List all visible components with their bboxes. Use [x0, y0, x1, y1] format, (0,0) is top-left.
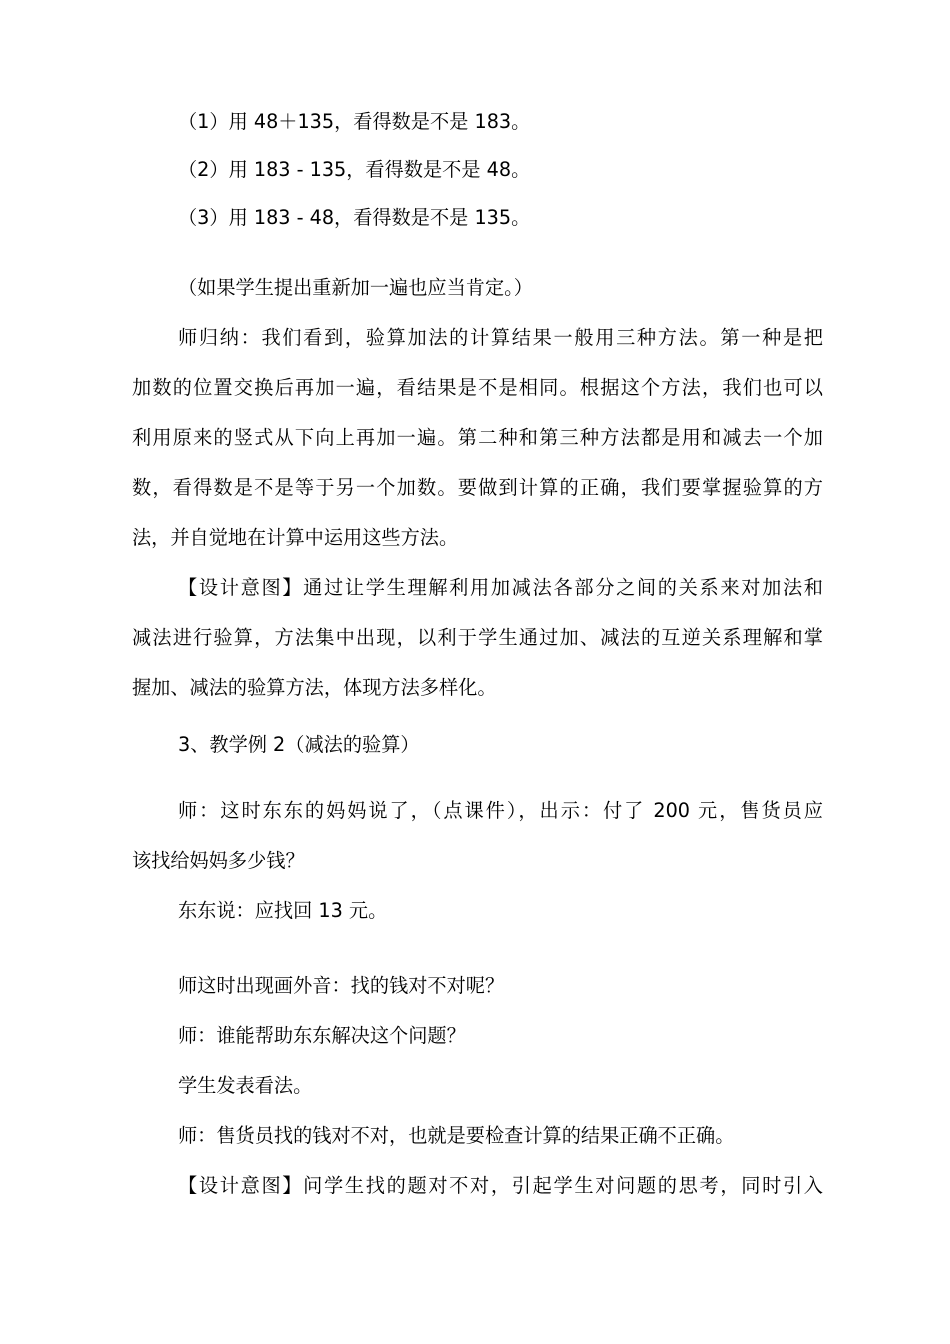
summary-line-2: 加数的位置交换后再加一遍，看结果是不是相同。根据这个方法，我们也可以 [132, 376, 823, 399]
teacher-line-1: 师：这时东东的妈妈说了，（点课件），出示：付了 200 元，售货员应 [178, 799, 823, 822]
teacher-check-line: 师：售货员找的钱对不对，也就是要检查计算的结果正确不正确。 [178, 1124, 735, 1147]
design-intent-line-3: 握加、减法的验算方法，体现方法多样化。 [132, 676, 497, 699]
design-intent-2-line-1: 【设计意图】问学生找的题对不对，引起学生对问题的思考，同时引入 [178, 1174, 823, 1197]
voiceover-line: 师这时出现画外音：找的钱对不对呢？ [178, 974, 505, 997]
teacher-line-2: 该找给妈妈多少钱？ [132, 849, 305, 872]
check-method-3: （3）用 183 - 48，看得数是不是 135。 [178, 206, 531, 229]
note-paragraph: （如果学生提出重新加一遍也应当肯定。） [178, 276, 533, 299]
dongdong-line: 东东说：应找回 13 元。 [178, 899, 388, 922]
check-method-2: （2）用 183 - 135，看得数是不是 48。 [178, 158, 531, 181]
section-heading: 3、教学例 2（减法的验算） [178, 733, 420, 756]
summary-line-1: 师归纳：我们看到，验算加法的计算结果一般用三种方法。第一种是把 [178, 326, 823, 349]
teacher-question-line: 师：谁能帮助东东解决这个问题？ [178, 1024, 466, 1047]
summary-line-3: 利用原来的竖式从下向上再加一遍。第二种和第三种方法都是用和减去一个加 [132, 426, 823, 449]
summary-line-5: 法，并自觉地在计算中运用这些方法。 [132, 526, 459, 549]
design-intent-line-1: 【设计意图】通过让学生理解利用加减法各部分之间的关系来对加法和 [178, 576, 823, 599]
students-line: 学生发表看法。 [178, 1074, 313, 1097]
design-intent-line-2: 减法进行验算，方法集中出现，以利于学生通过加、减法的互逆关系理解和掌 [132, 626, 823, 649]
summary-line-4: 数，看得数是不是等于另一个加数。要做到计算的正确，我们要掌握验算的方 [132, 476, 823, 499]
check-method-1: （1）用 48＋135，看得数是不是 183。 [178, 110, 531, 133]
